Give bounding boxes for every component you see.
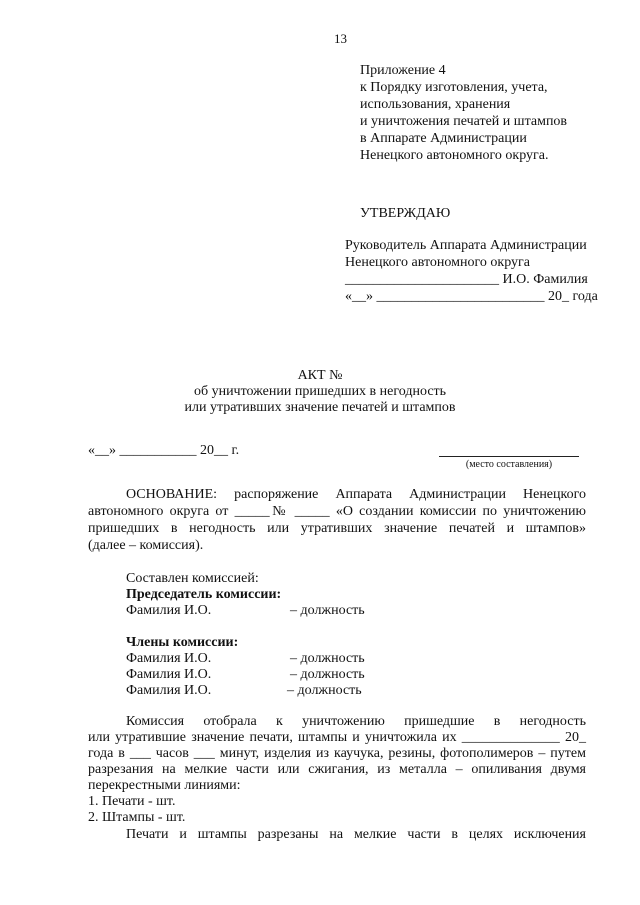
- basis-line2: автономного округа от _____№ _____ «О создании комиссии по уничтожению: [88, 504, 586, 519]
- commission-composed: Составлен комиссией:: [126, 571, 259, 586]
- appendix-line: к Порядку изготовления, учета,: [360, 80, 548, 95]
- page-number: 13: [334, 31, 347, 46]
- member-name: Фамилия И.О.: [126, 683, 212, 698]
- chair-label: Председатель комиссии:: [126, 587, 282, 602]
- body-line4: разрезания на мелкие части или сжигания, из металла – опиливания двумя: [88, 762, 586, 777]
- approver-signature-line: ______________________ И.О. Фамилия: [345, 272, 588, 287]
- act-subtitle-line2: или утративших значение печатей и штампов: [184, 400, 456, 415]
- approver-position-line2: Ненецкого автономного округа: [345, 255, 530, 270]
- appendix-line: Ненецкого автономного округа.: [360, 148, 549, 163]
- approve-title: УТВЕРЖДАЮ: [360, 206, 451, 221]
- body-line1: Комиссия отобрала к уничтожению пришедшие в негодность: [126, 714, 586, 729]
- appendix-block: [360, 62, 567, 164]
- member-position: – должность: [290, 667, 365, 682]
- member-position: – должность: [290, 651, 365, 666]
- member-position: – должность: [287, 683, 362, 698]
- list-item-stamps: 2. Штампы - шт.: [88, 810, 186, 825]
- approver-position-line1: Руководитель Аппарата Администрации: [345, 238, 587, 253]
- chair-position: – должность: [290, 603, 365, 618]
- basis-line4: (далее – комиссия).: [88, 538, 204, 553]
- place-caption: (место составления): [465, 459, 553, 470]
- basis-line1: ОСНОВАНИЕ: распоряжение Аппарата Администрации Ненецкого: [126, 487, 586, 502]
- chair-name: Фамилия И.О.: [126, 603, 212, 618]
- members-label: Члены комиссии:: [126, 635, 239, 650]
- member-name: Фамилия И.О.: [126, 667, 212, 682]
- list-item-seals: 1. Печати - шт.: [88, 794, 176, 809]
- approval-date-line: «__» ________________________ 20_ года: [345, 289, 598, 304]
- place-underline: [439, 456, 579, 457]
- act-date: «__» ___________ 20__ г.: [88, 443, 240, 458]
- appendix-line: в Аппарате Администрации: [360, 131, 527, 146]
- appendix-line: и уничтожения печатей и штампов: [360, 114, 568, 129]
- act-subtitle-line1: об уничтожении пришедших в негодность: [193, 384, 447, 399]
- basis-line3: пришедших в негодность или утративших значение печатей и штампов»: [88, 521, 586, 536]
- body-line3: года в ___ часов ___ минут, изделия из каучука, резины, фотополимеров – путем: [88, 746, 586, 761]
- act-title: АКТ №: [297, 368, 343, 383]
- body-line5: перекрестными линиями:: [88, 778, 241, 793]
- body-line2: или утратившие значение печати, штампы и уничтожила их ______________ 20_: [88, 730, 586, 745]
- appendix-line: Приложение 4: [360, 63, 446, 78]
- appendix-line: использования, хранения: [360, 97, 511, 112]
- body-last-line: Печати и штампы разрезаны на мелкие части в целях исключения: [126, 827, 586, 842]
- member-name: Фамилия И.О.: [126, 651, 212, 666]
